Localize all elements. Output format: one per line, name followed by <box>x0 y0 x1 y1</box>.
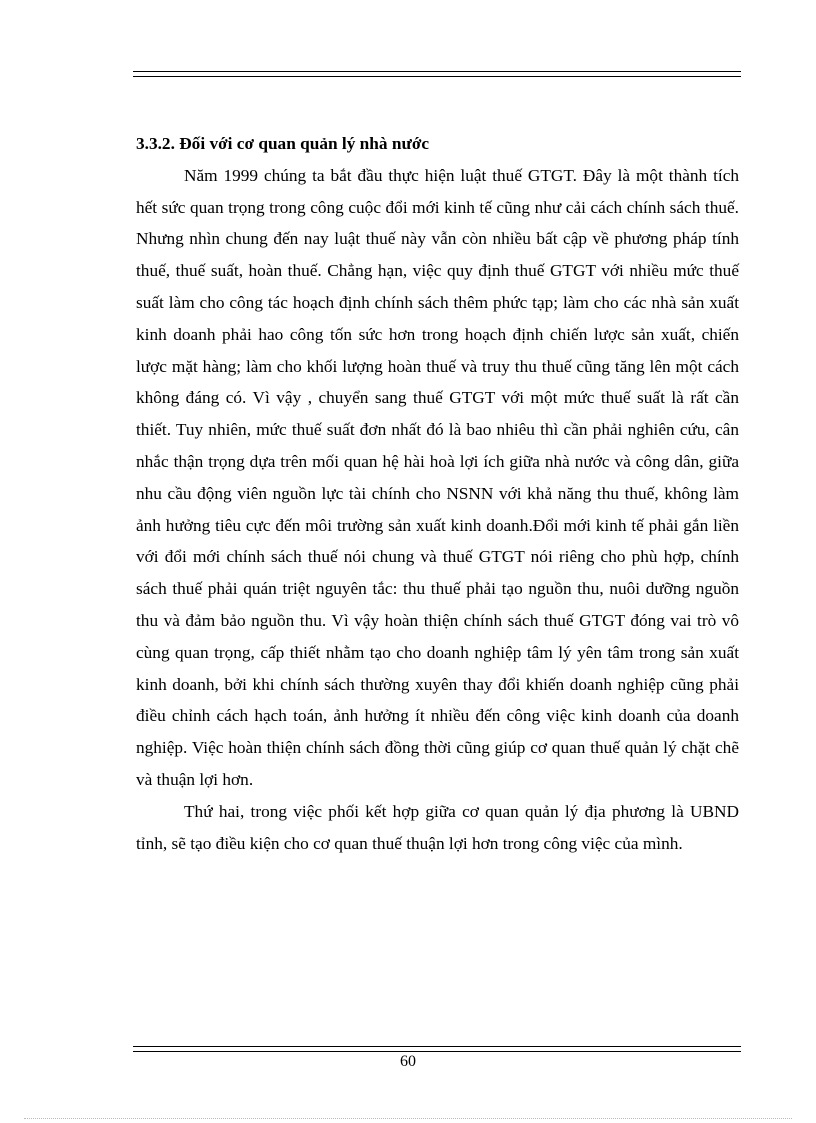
paragraph: Thứ hai, trong việc phối kết hợp giữa cơ quan quản lý địa phương là UBND tỉnh, sẽ tạo điều kiện cho cơ quan thuế thuận lợi hơn trong công việc của mình. <box>136 801 739 853</box>
page-number: 60 <box>400 1053 416 1070</box>
section-heading: 3.3.2. Đối với cơ quan quản lý nhà nước <box>136 134 430 153</box>
footer-rule <box>133 1046 741 1052</box>
header-rule <box>133 71 741 77</box>
paragraph: Năm 1999 chúng ta bắt đầu thực hiện luật thuế GTGT. Đây là một thành tích hết sức quan trọng trong công cuộc đổi mới kinh tế cũng như cải cách chính sách thuế. Nhưng nhìn chung đến nay luật thuế này vẫn còn nhiều bất cập về phương pháp tính thuế, thuế suất, hoàn thuế. Chẳng hạn, việc quy định thuế GTGT với nhiều mức thuế suất làm cho công tác hoạch định chính sách thêm phức tạp; làm cho các nhà sản xuất kinh doanh phải hao công tốn sức hơn trong hoạch định chiến lược sản xuất, chiến lược mặt hàng; làm cho khối lượng hoàn thuế và truy thu thuế cũng tăng lên một cách không đáng có. Vì vậy , chuyển sang thuế GTGT với một mức thuế suất là rất cần thiết. Tuy nhiên, mức thuế suất đơn nhất đó là bao nhiêu thì cần phải nghiên cứu, cân nhắc thận trọng dựa trên mối quan hệ hài hoà lợi ích giữa nhà nước và công dân, giữa nhu cầu động viên nguồn lực tài chính cho NSNN với khả năng thu thuế, không làm ảnh hưởng tiêu cực đến môi trường sản xuất kinh doanh.Đổi mới kinh tế phải gắn liền với đổi mới chính sách thuế nói chung và thuế GTGT nói riêng cho phù hợp, chính sách thuế phải quán triệt nguyên tắc: thu thuế phải tạo nguồn thu, nuôi dưỡng nguồn thu và đảm bảo nguồn thu. Vì vậy hoàn thiện chính sách thuế GTGT đóng vai trò vô cùng quan trọng, cấp thiết nhằm tạo cho doanh nghiệp tâm lý yên tâm trong sản xuất kinh doanh, bởi khi chính sách thường xuyên thay đổi khiến doanh nghiệp cũng phải điều chỉnh cách hạch toán, ảnh hưởng ít nhiều đến công việc kinh doanh của doanh nghiệp. Việc hoàn thiện chính sách đồng thời cũng giúp cơ quan thuế quản lý chặt chẽ và thuận lợi hơn. <box>136 165 739 789</box>
page-edge-divider <box>24 1118 792 1119</box>
document-body <box>136 128 739 859</box>
